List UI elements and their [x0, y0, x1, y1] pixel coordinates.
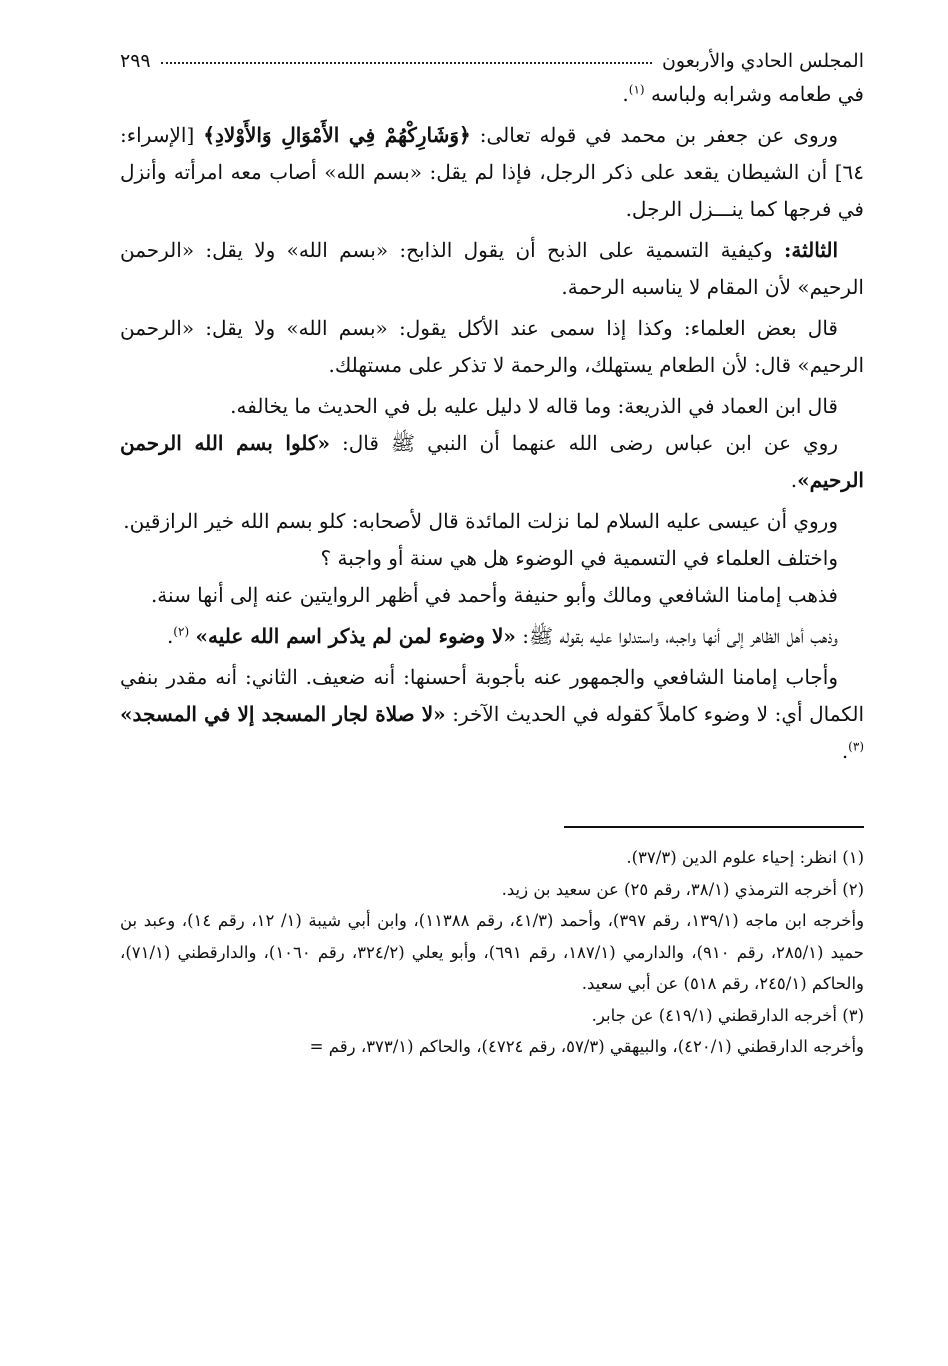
footnote-2: (٢) أخرجه الترمذي (٣٨/١، رقم ٢٥) عن سعيد بن زيد.: [501, 879, 864, 899]
paragraph-6-end: .: [790, 468, 798, 492]
paragraph-11: [120, 659, 864, 770]
paragraph-11-end: .: [841, 739, 849, 763]
paragraph-10: [120, 618, 864, 655]
paragraph-9: فذهب إمامنا الشافعي ومالك وأبو حنيفة وأحمد في أظهر الروايتين عنه إلى أنها سنة.: [150, 583, 838, 607]
hadith-quote-2: «لا وضوء لمن لم يذكر اسم الله عليه»: [195, 624, 516, 648]
paragraph-1: [120, 76, 864, 113]
paragraph-4: قال بعض العلماء: وكذا إذا سمى عند الأكل يقول: «بسم الله» ولا يقل: «الرحمن الرحيم» قال: لأن الطعام يستهلك، والرحمة لا تذكر على مستهلك.: [120, 316, 864, 377]
running-title: المجلس الحادي والأربعون: [661, 50, 864, 72]
footnote-3: (٣) أخرجه الدارقطني (٤١٩/١) عن جابر.: [591, 1005, 864, 1025]
paragraph-1-end: .: [622, 82, 629, 106]
footnote-ref-3[interactable]: (٣): [848, 739, 864, 754]
section-lead-third: الثالثة:: [783, 238, 838, 262]
document-page: [120, 38, 864, 1063]
paragraph-6: [120, 425, 864, 499]
header-dot-leader: [161, 62, 652, 64]
footnotes: [120, 842, 864, 1063]
paragraph-2-intro: وروى عن جعفر بن محمد في قوله تعالى:: [470, 123, 838, 147]
paragraph-10-intro: وذهب أهل الظاهر إلى أنها واجبه، واستدلوا عليه بقوله ﷺ:: [515, 624, 838, 648]
paragraph-3-text: وكيفية التسمية على الذبح أن يقول الذابح: «بسم الله» ولا يقل: «الرحمن الرحيم» لأن المقام لا يناسبه الرحمة.: [120, 238, 864, 299]
page-number: ٢٩٩: [120, 50, 151, 72]
footnote-3-continued: وأخرجه الدارقطني (٤٢٠/١)، والبيهقي (٥٧/٣، رقم ٤٧٢٤)، والحاكم (٣٧٣/١، رقم =: [309, 1037, 864, 1056]
paragraph-1-text: في طعامه وشرابه ولباسه: [650, 82, 864, 106]
main-text: [120, 76, 864, 770]
paragraph-7: وروي أن عيسى عليه السلام لما نزلت المائدة قال لأصحابه: كلو بسم الله خير الرازقين.: [123, 509, 838, 533]
paragraph-6-intro: روي عن ابن عباس رضى الله عنهما أن النبي ﷺ قال:: [329, 431, 839, 455]
running-header: [120, 38, 864, 72]
paragraph-11-intro: وأجاب إمامنا الشافعي والجمهور عنه بأجوبة أحسنها: أنه ضعيف. الثاني: أنه مقدر بنفي الكمال أي: لا وضوء كاملاً كقوله في الحديث الآخر:: [120, 665, 864, 726]
footnote-ref-2[interactable]: (٢): [173, 624, 190, 639]
footnote-2-continued: وأخرجه ابن ماجه (١٣٩/١، رقم ٣٩٧)، وأحمد (٤١/٣، رقم ١١٣٨٨)، وابن أبي شيبة (١/ ١٢، رقم ١٤)، وعبد بن حميد (٢٨٥/١، رقم ٩١٠)، والدارمي (١٨٧/١، رقم ٦٩١)، وأبو يعلي (٣٢٤/٢، رقم ١٠٦٠)، والدارقطني (٧١/١)، والحاكم (٢٤٥/١، رقم ٥١٨) عن أبي سعيد.: [120, 911, 865, 993]
paragraph-8: واختلف العلماء في التسمية في الوضوء هل هي سنة أو واجبة ؟: [320, 546, 838, 570]
footnote-ref-1[interactable]: (١): [628, 82, 645, 97]
paragraph-2-rest: [الإسراء: ٦٤] أن الشيطان يقعد على ذكر الرجل، فإذا لم يقل: «بسم الله» أصاب معه امرأته وأنزل في فرجها كما ينـــزل الرجل.: [120, 123, 864, 221]
quran-verse: ﴿وَشَارِكْهُمْ فِي الأَمْوَالِ وَالأَوْلادِ﴾: [203, 123, 471, 147]
paragraph-2: [120, 117, 864, 228]
paragraph-5: قال ابن العماد في الذريعة: وما قاله لا دليل عليه بل في الحديث ما يخالفه.: [230, 394, 838, 418]
footnote-1: (١) انظر: إحياء علوم الدين (٣٧/٣).: [626, 848, 864, 867]
paragraph-3: [120, 232, 864, 306]
footnote-separator: [564, 826, 864, 828]
hadith-quote-3: «لا صلاة لجار المسجد إلا في المسجد»: [120, 702, 446, 726]
paragraph-10-end: .: [166, 624, 174, 648]
hadith-quote-1: «كلوا بسم الله الرحمن الرحيم»: [120, 431, 864, 492]
